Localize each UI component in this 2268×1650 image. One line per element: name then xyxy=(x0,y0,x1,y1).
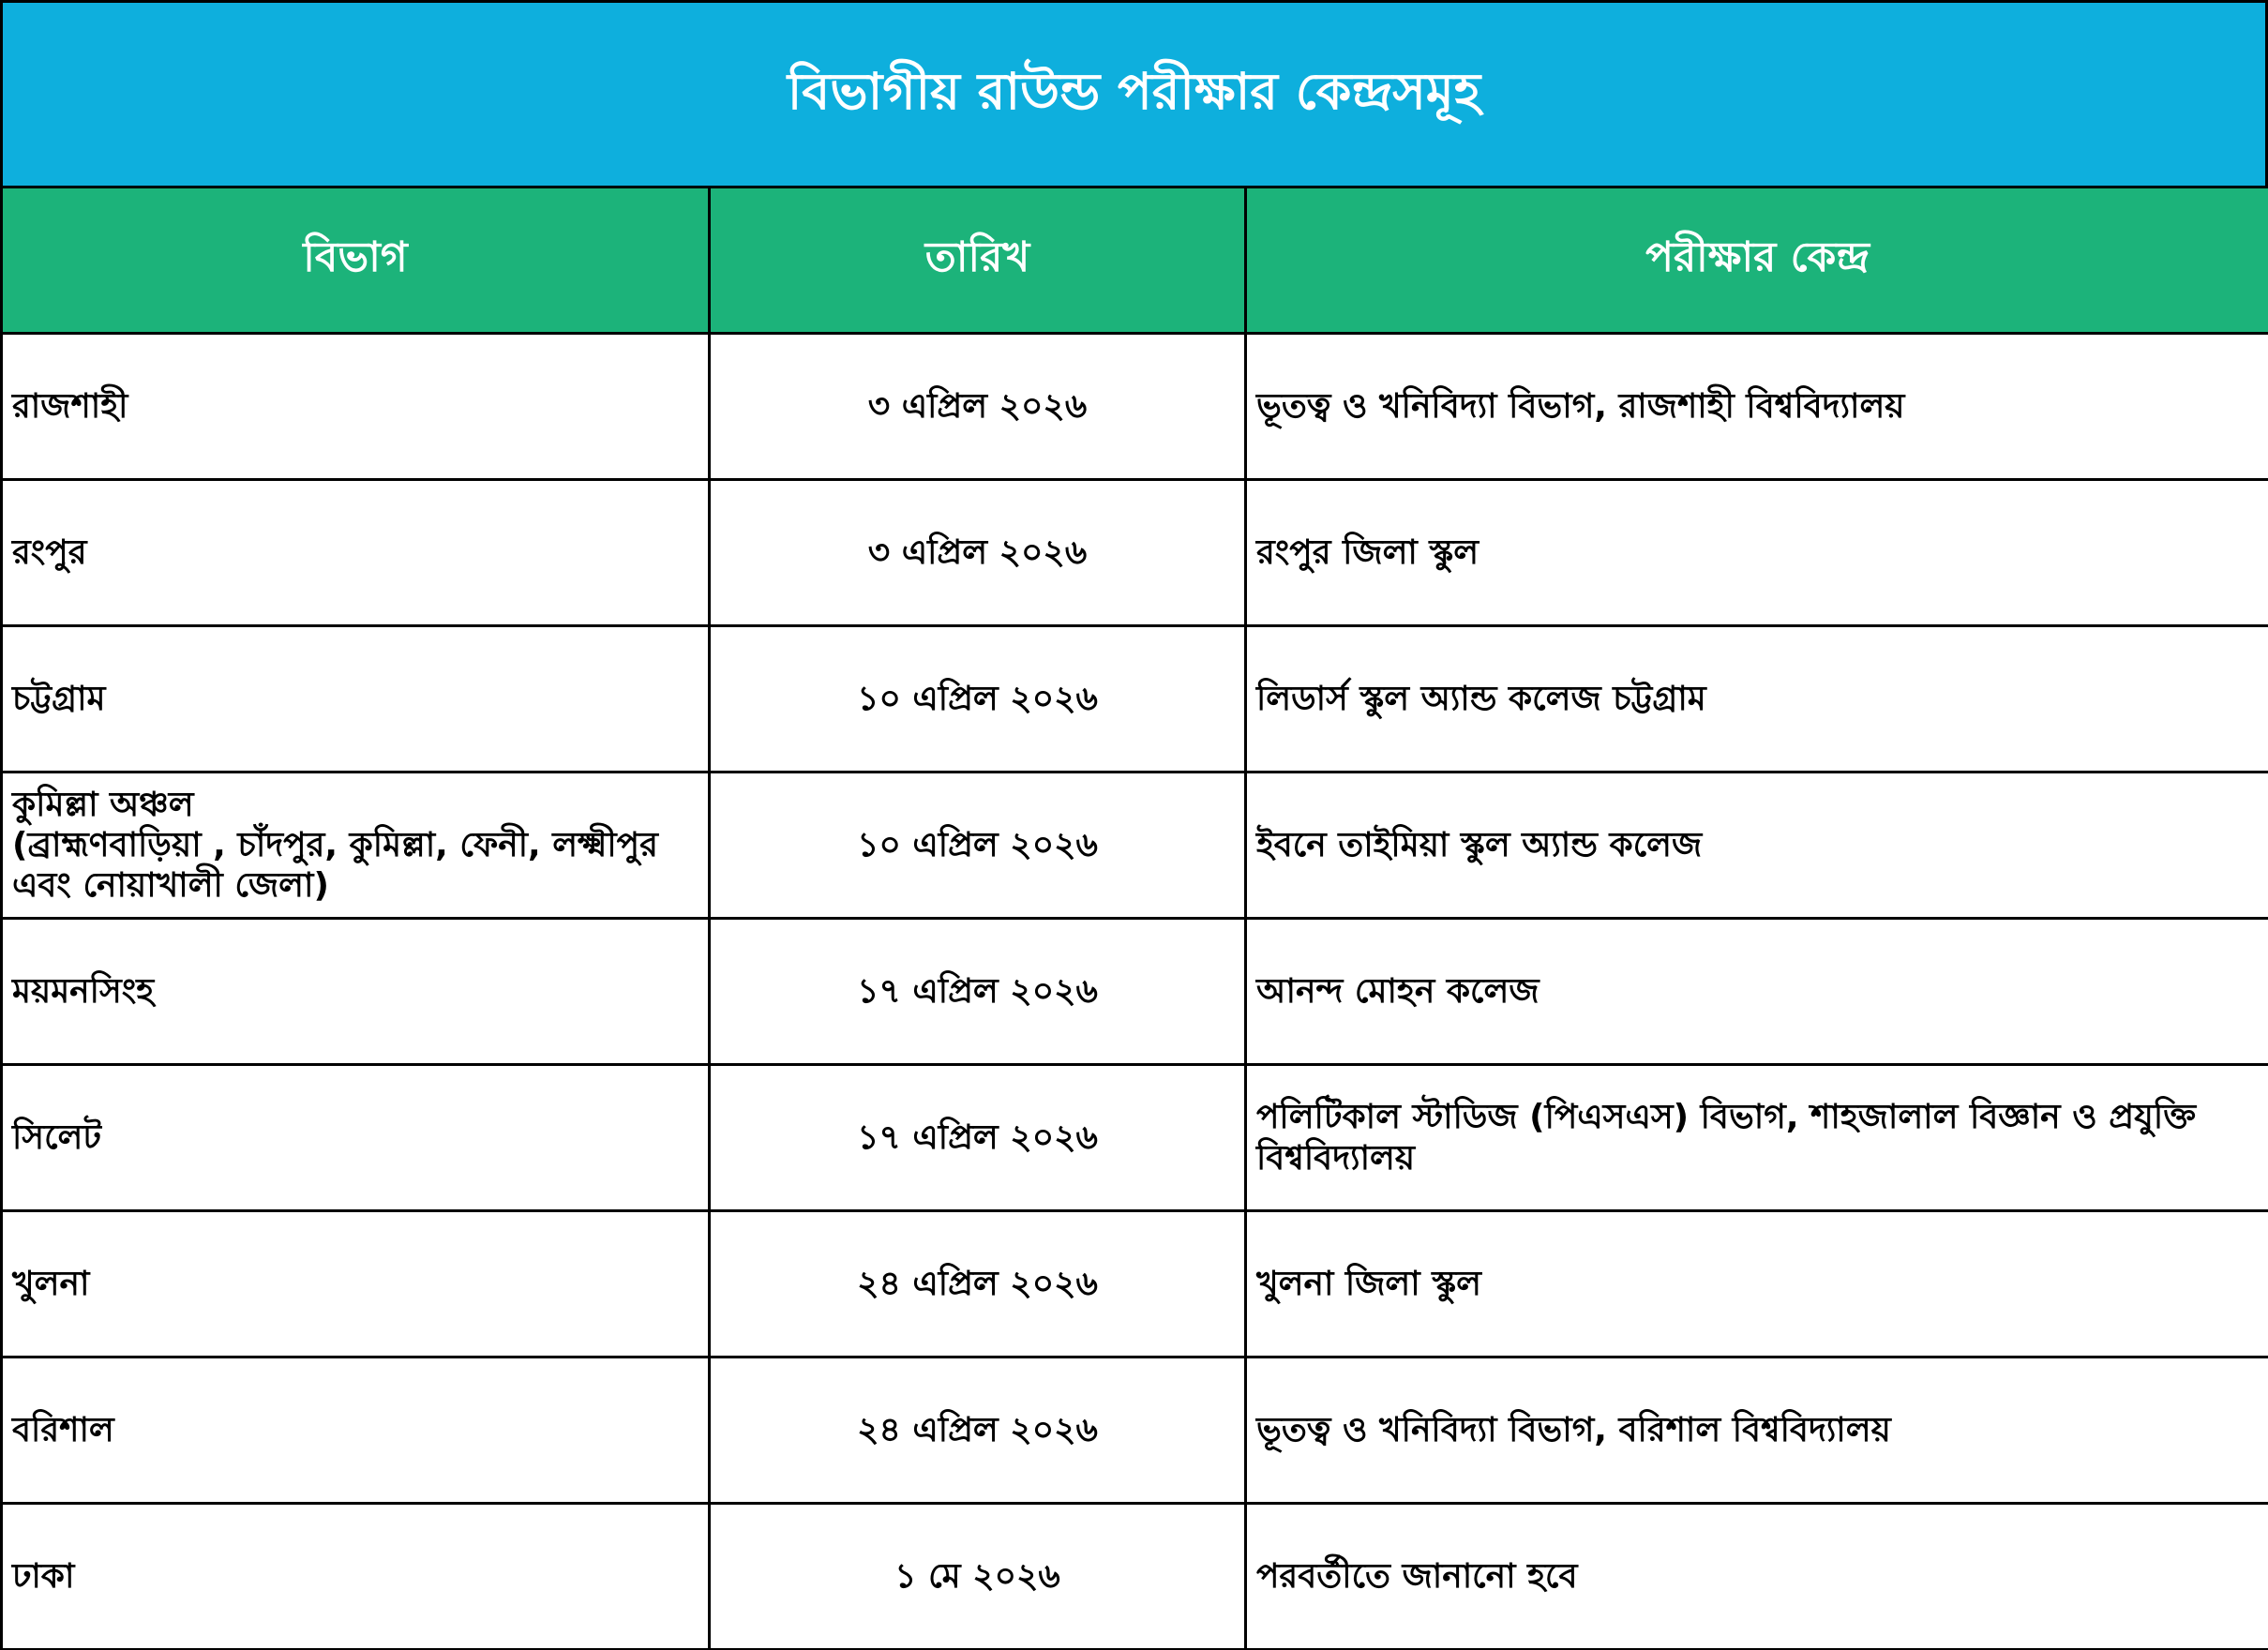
date-cell: ১ মে ২০২৬ xyxy=(710,1504,1246,1650)
division-cell: চট্টগ্রাম xyxy=(2,626,710,772)
date-cell: ১৭ এপ্রিল ২০২৬ xyxy=(710,1065,1246,1211)
header-center: পরীক্ষার কেন্দ্র xyxy=(1246,188,2268,334)
table-row xyxy=(2,1504,2268,1650)
date-cell: ১০ এপ্রিল ২০২৬ xyxy=(710,772,1246,919)
header-date: তারিখ xyxy=(710,188,1246,334)
exam-centers-table xyxy=(0,186,2268,1650)
division-cell: রংপুর xyxy=(2,480,710,626)
date-cell: ১০ এপ্রিল ২০২৬ xyxy=(710,626,1246,772)
center-cell: লিডার্স স্কুল অ্যান্ড কলেজ চট্টগ্রাম xyxy=(1246,626,2268,772)
center-cell: ইবনে তাইমিয়া স্কুল অ্যান্ড কলেজ xyxy=(1246,772,2268,919)
date-cell: ৩ এপ্রিল ২০২৬ xyxy=(710,334,1246,480)
center-cell: খুলনা জিলা স্কুল xyxy=(1246,1211,2268,1358)
table-row xyxy=(2,626,2268,772)
date-cell: ৩ এপ্রিল ২০২৬ xyxy=(710,480,1246,626)
center-cell: ভূতত্ব ও খনিবিদ্যা বিভাগ, বরিশাল বিশ্ববিদ্যালয় xyxy=(1246,1358,2268,1504)
center-cell: আনন্দ মোহন কলেজ xyxy=(1246,919,2268,1065)
date-cell: ২৪ এপ্রিল ২০২৬ xyxy=(710,1211,1246,1358)
date-cell: ১৭ এপ্রিল ২০২৬ xyxy=(710,919,1246,1065)
center-cell: পলিটিকাল স্টাডিজ (পিএসএস) বিভাগ, শাহজালাল বিজ্ঞান ও প্রযুক্তি বিশ্ববিদ্যালয় xyxy=(1246,1065,2268,1211)
table-header-row xyxy=(2,188,2268,334)
division-cell: রাজশাহী xyxy=(2,334,710,480)
table-row xyxy=(2,919,2268,1065)
division-cell: কুমিল্লা অঞ্চল (ব্রাহ্মণবাড়িয়া , চাঁদপুর, কুমিল্লা, ফেনী, লক্ষ্মীপুর এবং নোয়াখালী জেলা) xyxy=(2,772,710,919)
page-title: বিভাগীয় রাউন্ড পরীক্ষার কেন্দ্রসমূহ xyxy=(787,61,1481,121)
center-cell: রংপুর জিলা স্কুল xyxy=(1246,480,2268,626)
center-cell: পরবর্তীতে জানানো হবে xyxy=(1246,1504,2268,1650)
division-cell: ময়মনসিংহ xyxy=(2,919,710,1065)
table-row xyxy=(2,334,2268,480)
center-cell: ভূতত্ব ও খনিবিদ্যা বিভাগ, রাজশাহী বিশ্ববিদ্যালয় xyxy=(1246,334,2268,480)
title-banner xyxy=(0,0,2268,186)
table-row xyxy=(2,1211,2268,1358)
division-cell: সিলেট xyxy=(2,1065,710,1211)
division-cell: বরিশাল xyxy=(2,1358,710,1504)
table-row xyxy=(2,480,2268,626)
table-row xyxy=(2,1065,2268,1211)
table-row xyxy=(2,772,2268,919)
table-row xyxy=(2,1358,2268,1504)
division-cell: খুলনা xyxy=(2,1211,710,1358)
date-cell: ২৪ এপ্রিল ২০২৬ xyxy=(710,1358,1246,1504)
header-division: বিভাগ xyxy=(2,188,710,334)
division-cell: ঢাকা xyxy=(2,1504,710,1650)
